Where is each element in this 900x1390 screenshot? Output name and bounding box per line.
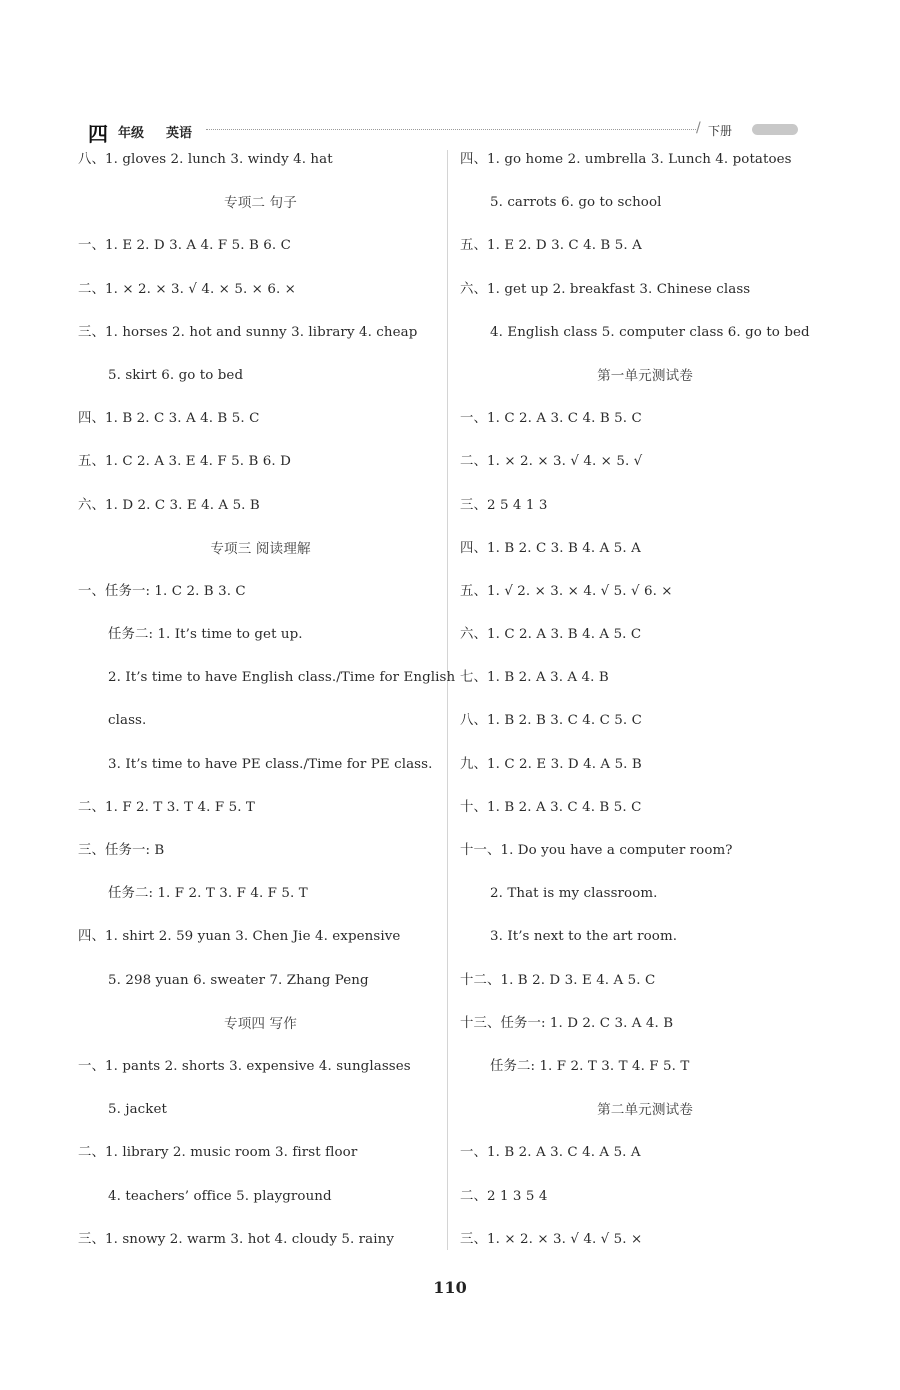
answer-line: 一、任务一: 1. C 2. B 3. C [78, 583, 246, 599]
answer-line: 六、1. get up 2. breakfast 3. Chinese class [460, 281, 751, 297]
answer-line: 三、1. snowy 2. warm 3. hot 4. cloudy 5. rainy [78, 1231, 395, 1247]
section-heading: 第二单元测试卷 [597, 1102, 693, 1119]
section-heading: 专项二 句子 [224, 195, 297, 212]
answer-line: 三、1. horses 2. hot and sunny 3. library 4. cheap [78, 324, 418, 340]
answer-line: 任务二: 1. F 2. T 3. F 4. F 5. T [108, 886, 308, 902]
answer-line: 十三、任务一: 1. D 2. C 3. A 4. B [460, 1015, 674, 1031]
answer-line: 五、1. √ 2. × 3. × 4. √ 5. √ 6. × [460, 583, 673, 599]
answers-right-column [460, 146, 830, 1269]
grade-number: 四 [88, 122, 108, 146]
answer-line: 五、1. E 2. D 3. C 4. B 5. A [460, 238, 642, 254]
section-heading: 专项三 阅读理解 [210, 540, 311, 557]
answer-line: 2. That is my classroom. [490, 886, 658, 902]
answer-line: 五、1. C 2. A 3. E 4. F 5. B 6. D [78, 454, 291, 470]
answer-line: 四、1. B 2. C 3. B 4. A 5. A [460, 540, 641, 556]
answer-line: 5. 298 yuan 6. sweater 7. Zhang Peng [108, 972, 369, 988]
column-divider [447, 150, 448, 1250]
answer-line: 一、1. pants 2. shorts 3. expensive 4. sunglasses [78, 1058, 411, 1074]
answer-line: 三、1. × 2. × 3. √ 4. √ 5. × [460, 1231, 643, 1247]
site-watermark-logo [720, 1306, 896, 1390]
answer-line: 四、1. B 2. C 3. A 4. B 5. C [78, 411, 260, 427]
answer-line: 九、1. C 2. E 3. D 4. A 5. B [460, 756, 642, 772]
answer-line: 5. jacket [108, 1102, 167, 1118]
answer-line: 4. English class 5. computer class 6. go to bed [490, 324, 810, 340]
section-heading: 专项四 写作 [224, 1015, 297, 1032]
answer-line: 2. It’s time to have English class./Time for English [108, 670, 456, 686]
page-number: 110 [433, 1278, 467, 1297]
section-heading: 第一单元测试卷 [597, 367, 693, 384]
answer-line: 八、1. gloves 2. lunch 3. windy 4. hat [78, 152, 333, 167]
answer-line: 3. It’s time to have PE class./Time for PE class. [108, 756, 433, 772]
answer-line: 二、1. × 2. × 3. √ 4. × 5. √ [460, 454, 643, 470]
volume-label: 下册 [708, 124, 733, 138]
answer-line: 一、1. E 2. D 3. A 4. F 5. B 6. C [78, 238, 291, 254]
answer-line: 七、1. B 2. A 3. A 4. B [460, 670, 609, 686]
answer-line: 3. It’s next to the art room. [490, 929, 678, 945]
answer-line: 十一、1. Do you have a computer room? [460, 843, 733, 858]
answer-line: 二、1. library 2. music room 3. first floor [78, 1145, 358, 1161]
answer-line: 三、2 5 4 1 3 [460, 497, 548, 513]
answer-line: 4. teachers’ office 5. playground [108, 1188, 332, 1204]
header-slash: / [696, 120, 701, 136]
page-header [88, 118, 814, 146]
answer-line: 十、1. B 2. A 3. C 4. B 5. C [460, 799, 642, 815]
answer-line: 一、1. B 2. A 3. C 4. A 5. A [460, 1145, 641, 1161]
answer-line: 任务二: 1. F 2. T 3. T 4. F 5. T [490, 1058, 690, 1074]
answer-line: 八、1. B 2. B 3. C 4. C 5. C [460, 713, 642, 729]
subject-label: 英语 [166, 126, 193, 141]
answer-line: 5. carrots 6. go to school [490, 195, 662, 211]
answer-line: 二、1. × 2. × 3. √ 4. × 5. × 6. × [78, 281, 296, 297]
answers-left-column [78, 146, 456, 1269]
answer-line: 四、1. shirt 2. 59 yuan 3. Chen Jie 4. expensive [78, 929, 401, 945]
answer-line: 任务二: 1. It’s time to get up. [108, 627, 303, 643]
header-badge-decoration [752, 124, 798, 135]
answer-line: 三、任务一: B [78, 843, 165, 858]
answer-line: 二、2 1 3 5 4 [460, 1188, 548, 1204]
answer-line: 5. skirt 6. go to bed [108, 367, 244, 383]
header-dotted-rule [206, 129, 696, 130]
answer-line: 二、1. F 2. T 3. T 4. F 5. T [78, 799, 255, 815]
answer-line: 一、1. C 2. A 3. C 4. B 5. C [460, 411, 642, 427]
answer-line: 六、1. D 2. C 3. E 4. A 5. B [78, 497, 260, 513]
answer-line: 四、1. go home 2. umbrella 3. Lunch 4. potatoes [460, 152, 792, 167]
answer-line: 六、1. C 2. A 3. B 4. A 5. C [460, 627, 642, 643]
grade-label: 年级 [118, 126, 145, 141]
answer-line: 十二、1. B 2. D 3. E 4. A 5. C [460, 972, 656, 988]
answer-line: class. [108, 713, 147, 729]
